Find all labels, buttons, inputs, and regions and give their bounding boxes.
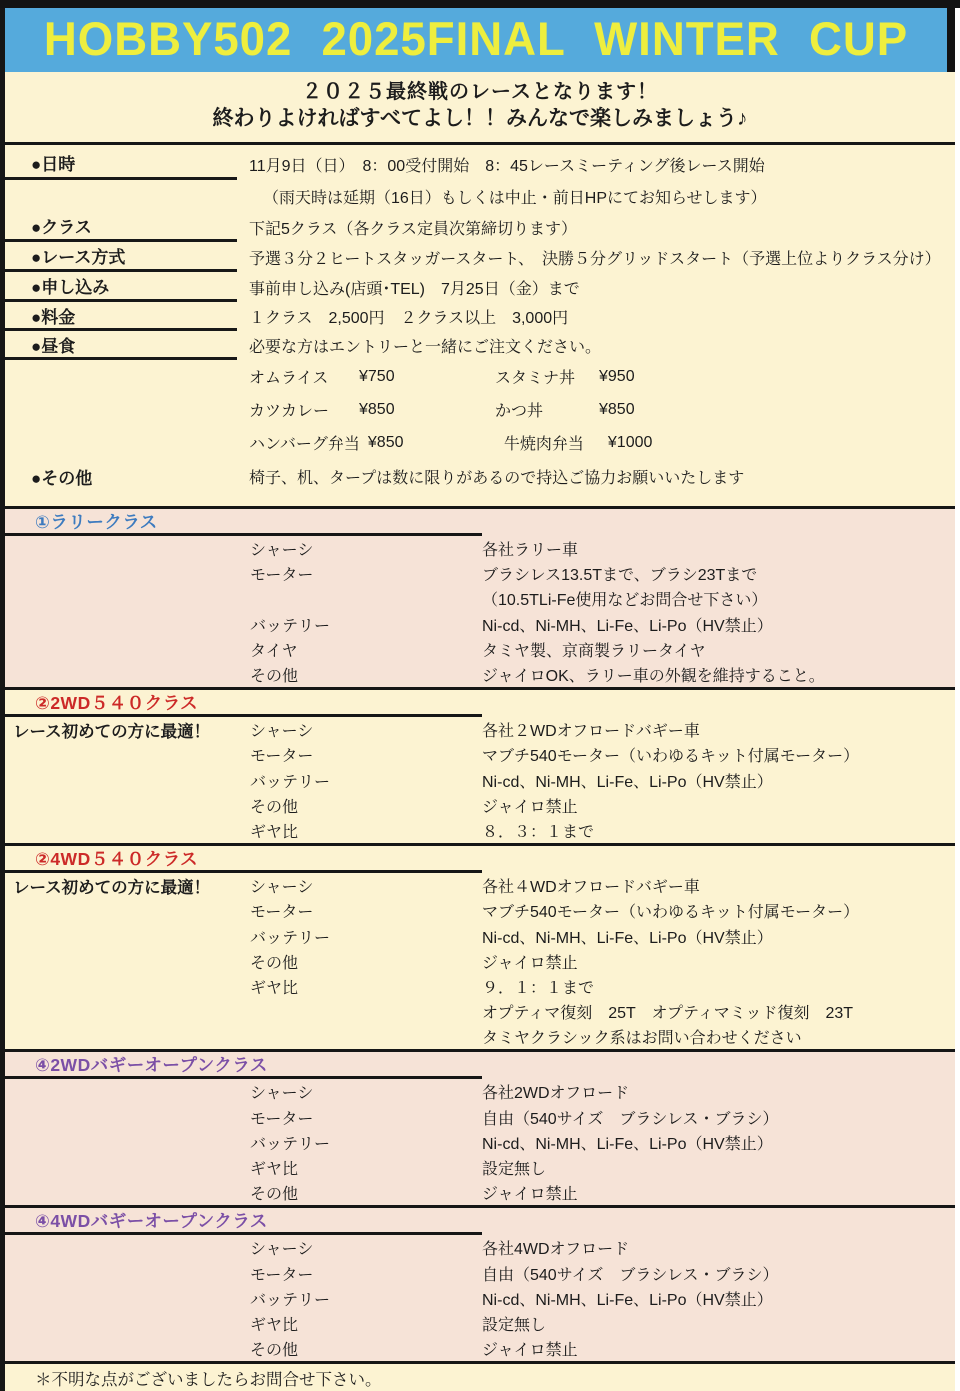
info-value-entry: 事前申し込み(店頭･TEL) 7月25日（金）まで [249, 280, 580, 298]
spec-row [5, 793, 955, 818]
spec-row [5, 974, 955, 999]
info-value-format: 予選３分２ヒートスタッガースタート、 決勝５分グリッドスタート（予選上位よりクラス分け） [249, 250, 941, 268]
spec-label: シャーシ [250, 723, 314, 741]
info-label-class: ●クラス [5, 212, 237, 242]
spec-value: 各社ラリー車 [482, 542, 579, 560]
spec-value: タミヤクラシック系はお問い合わせください [482, 1030, 802, 1048]
spec-row [5, 717, 955, 742]
event-title-banner [5, 8, 955, 72]
spec-value: ジャイロ禁止 [482, 954, 578, 972]
class-section-2wd-open [5, 1049, 955, 1205]
info-row-date-note [5, 180, 955, 212]
spec-label: モーター [250, 1266, 314, 1284]
footer-note-text: ＊不明な点がございましたらお問合せ下さい。 [35, 1370, 382, 1389]
info-label-lunch: ●昼食 [5, 331, 237, 360]
info-label-other: ●その他 [31, 468, 93, 488]
info-value-fee: １クラス 2,500円 ２クラス以上 3,000円 [249, 310, 569, 327]
class-section-title: ④4WDバギーオープンクラス [35, 1210, 268, 1231]
spec-label: バッテリー [250, 1135, 331, 1153]
spec-row [5, 662, 955, 687]
spec-value: ジャイロ禁止 [482, 1342, 578, 1360]
spec-label: その他 [250, 798, 299, 816]
class-section-header [5, 1052, 482, 1079]
menu-item-price: ¥850 [599, 400, 635, 418]
info-row-date [5, 148, 955, 180]
class-section-header [5, 846, 482, 873]
spec-label: タイヤ [250, 642, 298, 660]
info-value-date-note: （雨天時は延期（16日）もしくは中止・前日HPにてお知らせします） [263, 189, 767, 207]
spec-label: シャーシ [250, 879, 314, 897]
class-section-title: ①ラリークラス [35, 511, 158, 532]
spec-value: 自由（540サイズ ブラシレス・ブラシ） [482, 1266, 779, 1284]
spec-row [5, 818, 955, 843]
spec-label: バッテリー [250, 773, 331, 791]
spec-value: ジャイロOK、ラリー車の外観を維持すること。 [482, 668, 825, 686]
class-section-header [5, 690, 482, 717]
spec-label: シャーシ [250, 542, 314, 560]
spec-row [5, 1079, 955, 1104]
spec-value: 設定無し [482, 1316, 547, 1334]
spec-value: ジャイロ禁止 [482, 1186, 578, 1204]
spec-value: 各社２WDオフロードバギー車 [482, 723, 700, 741]
spec-row [5, 999, 955, 1024]
spec-label: バッテリー [250, 929, 331, 947]
spec-value: ブラシレス13.5Tまで、ブラシ23Tまで [482, 567, 758, 585]
spec-value: 各社４WDオフロードバギー車 [482, 879, 700, 897]
spec-value: 設定無し [482, 1161, 547, 1179]
spec-value: 自由（540サイズ ブラシレス・ブラシ） [482, 1110, 779, 1128]
spec-row [5, 1105, 955, 1130]
spec-row [5, 1286, 955, 1311]
spec-row [5, 1155, 955, 1180]
spec-row [5, 561, 955, 586]
spec-row [5, 612, 955, 637]
page-body [0, 8, 955, 1391]
spec-row [5, 1180, 955, 1205]
spec-label: その他 [250, 668, 299, 686]
spec-row [5, 949, 955, 974]
spec-row [5, 637, 955, 662]
class-section-header [5, 509, 482, 536]
spec-value: Ni-cd、Ni-MH、Li-Fe、Li-Po（HV禁止） [482, 1135, 773, 1153]
info-row-lunch [5, 331, 955, 360]
spec-value: （10.5TLi-Fe使用などお問合せ下さい） [482, 592, 768, 610]
lunch-menu-row [249, 360, 955, 393]
menu-item-name: スタミナ丼 [495, 370, 576, 387]
spec-row [5, 1261, 955, 1286]
spec-value: Ni-cd、Ni-MH、Li-Fe、Li-Po（HV禁止） [482, 1291, 773, 1309]
spec-value: 各社2WDオフロード [482, 1085, 630, 1103]
spec-label: バッテリー [250, 1291, 331, 1309]
spec-label: ギヤ比 [250, 1316, 299, 1334]
spec-value: Ni-cd、Ni-MH、Li-Fe、Li-Po（HV禁止） [482, 617, 773, 635]
spec-value: ８．３：１まで [482, 823, 595, 841]
footer-note [5, 1361, 955, 1391]
menu-item-name: 牛焼肉弁当 [503, 436, 584, 453]
spec-label: その他 [250, 954, 299, 972]
spec-row [5, 768, 955, 793]
class-note: レース初めての方に最適！ [13, 722, 211, 741]
info-value-other: 椅子、机、タープは数に限りがあるので持込ご協力お願いいたします [249, 469, 745, 487]
spec-label: ギヤ比 [250, 979, 299, 997]
info-value-class: 下記5クラス（各クラス定員次第締切ります） [249, 220, 577, 238]
spec-row [5, 898, 955, 923]
spec-row [5, 1311, 955, 1336]
menu-item-price: ¥750 [359, 367, 395, 385]
spec-value: ジャイロ禁止 [482, 798, 578, 816]
spec-value: Ni-cd、Ni-MH、Li-Fe、Li-Po（HV禁止） [482, 773, 773, 791]
spec-label: その他 [250, 1186, 299, 1204]
spec-label: その他 [250, 1342, 299, 1360]
event-info-section [5, 142, 955, 506]
announcement-line1: ２０２５最終戦のレースとなります！ [302, 81, 658, 103]
info-row-entry [5, 272, 955, 302]
spec-value: オプティマ復刻 25T オプティマミッド復刻 23T [482, 1005, 854, 1023]
info-value-lunch: 必要な方はエントリーと一緒にご注文ください。 [249, 339, 602, 356]
lunch-menu-row [249, 426, 955, 459]
info-value-date: 11月9日（日） 8：00受付開始 8：45レースミーティング後レース開始 [249, 157, 765, 175]
spec-value: 各社4WDオフロード [482, 1241, 630, 1259]
spec-row [5, 536, 955, 561]
spec-label: モーター [250, 567, 314, 585]
spec-row [5, 586, 955, 611]
spec-label: モーター [250, 1110, 314, 1128]
announcement [5, 72, 955, 142]
info-row-format [5, 242, 955, 272]
spec-value: マブチ540モーター（いわゆるキット付属モーター） [482, 904, 860, 922]
info-row-other [5, 459, 955, 493]
spec-row [5, 1130, 955, 1155]
spec-row [5, 742, 955, 767]
spec-label: ギヤ比 [250, 1161, 299, 1179]
menu-item-name: かつ丼 [495, 403, 544, 420]
class-section-rally [5, 506, 955, 687]
info-label-format: ●レース方式 [5, 242, 237, 272]
spec-label: ギヤ比 [250, 823, 299, 841]
event-title: HOBBY502 2025FINAL WINTER CUP [43, 12, 909, 65]
info-label-entry: ●申し込み [5, 272, 237, 302]
class-note: レース初めての方に最適！ [13, 878, 211, 897]
info-row-fee [5, 302, 955, 331]
class-section-4wd540 [5, 843, 955, 1049]
spec-row [5, 923, 955, 948]
class-section-2wd540 [5, 687, 955, 843]
class-section-title: ④2WDバギーオープンクラス [35, 1054, 268, 1075]
spec-row [5, 1235, 955, 1260]
spec-value: Ni-cd、Ni-MH、Li-Fe、Li-Po（HV禁止） [482, 929, 773, 947]
menu-item-price: ¥950 [599, 367, 635, 385]
spec-value: タミヤ製、京商製ラリータイヤ [482, 642, 706, 660]
info-label-date: ●日時 [5, 148, 237, 180]
menu-item-price: ¥1000 [607, 433, 653, 451]
info-label-fee: ●料金 [5, 302, 237, 331]
menu-item-price: ¥850 [367, 433, 404, 451]
announcement-line2: 終わりよければすべてよし！！みんなで楽しみましょう♪ [212, 107, 748, 130]
spec-label: シャーシ [250, 1241, 314, 1259]
spec-row [5, 873, 955, 898]
spec-label: モーター [250, 748, 314, 766]
spec-value: ９．１：１まで [482, 979, 595, 997]
page-top-edge [0, 0, 960, 8]
class-section-4wd-open [5, 1205, 955, 1361]
class-section-header [5, 1208, 482, 1235]
spec-label: シャーシ [250, 1085, 314, 1103]
menu-item-name: オムライス [249, 370, 329, 387]
info-label-spacer [5, 180, 237, 212]
menu-item-name: カツカレー [249, 403, 330, 420]
spec-row [5, 1024, 955, 1049]
class-section-title: ②4WD５４０クラス [35, 848, 199, 869]
menu-item-name: ハンバーグ弁当 [249, 436, 360, 453]
spec-value: マブチ540モーター（いわゆるキット付属モーター） [482, 748, 860, 766]
class-section-title: ②2WD５４０クラス [35, 692, 199, 713]
spec-label: バッテリー [250, 617, 331, 635]
info-row-class [5, 212, 955, 242]
lunch-menu-row [249, 393, 955, 426]
menu-item-price: ¥850 [359, 400, 395, 418]
spec-row [5, 1336, 955, 1361]
spec-label: モーター [250, 904, 314, 922]
